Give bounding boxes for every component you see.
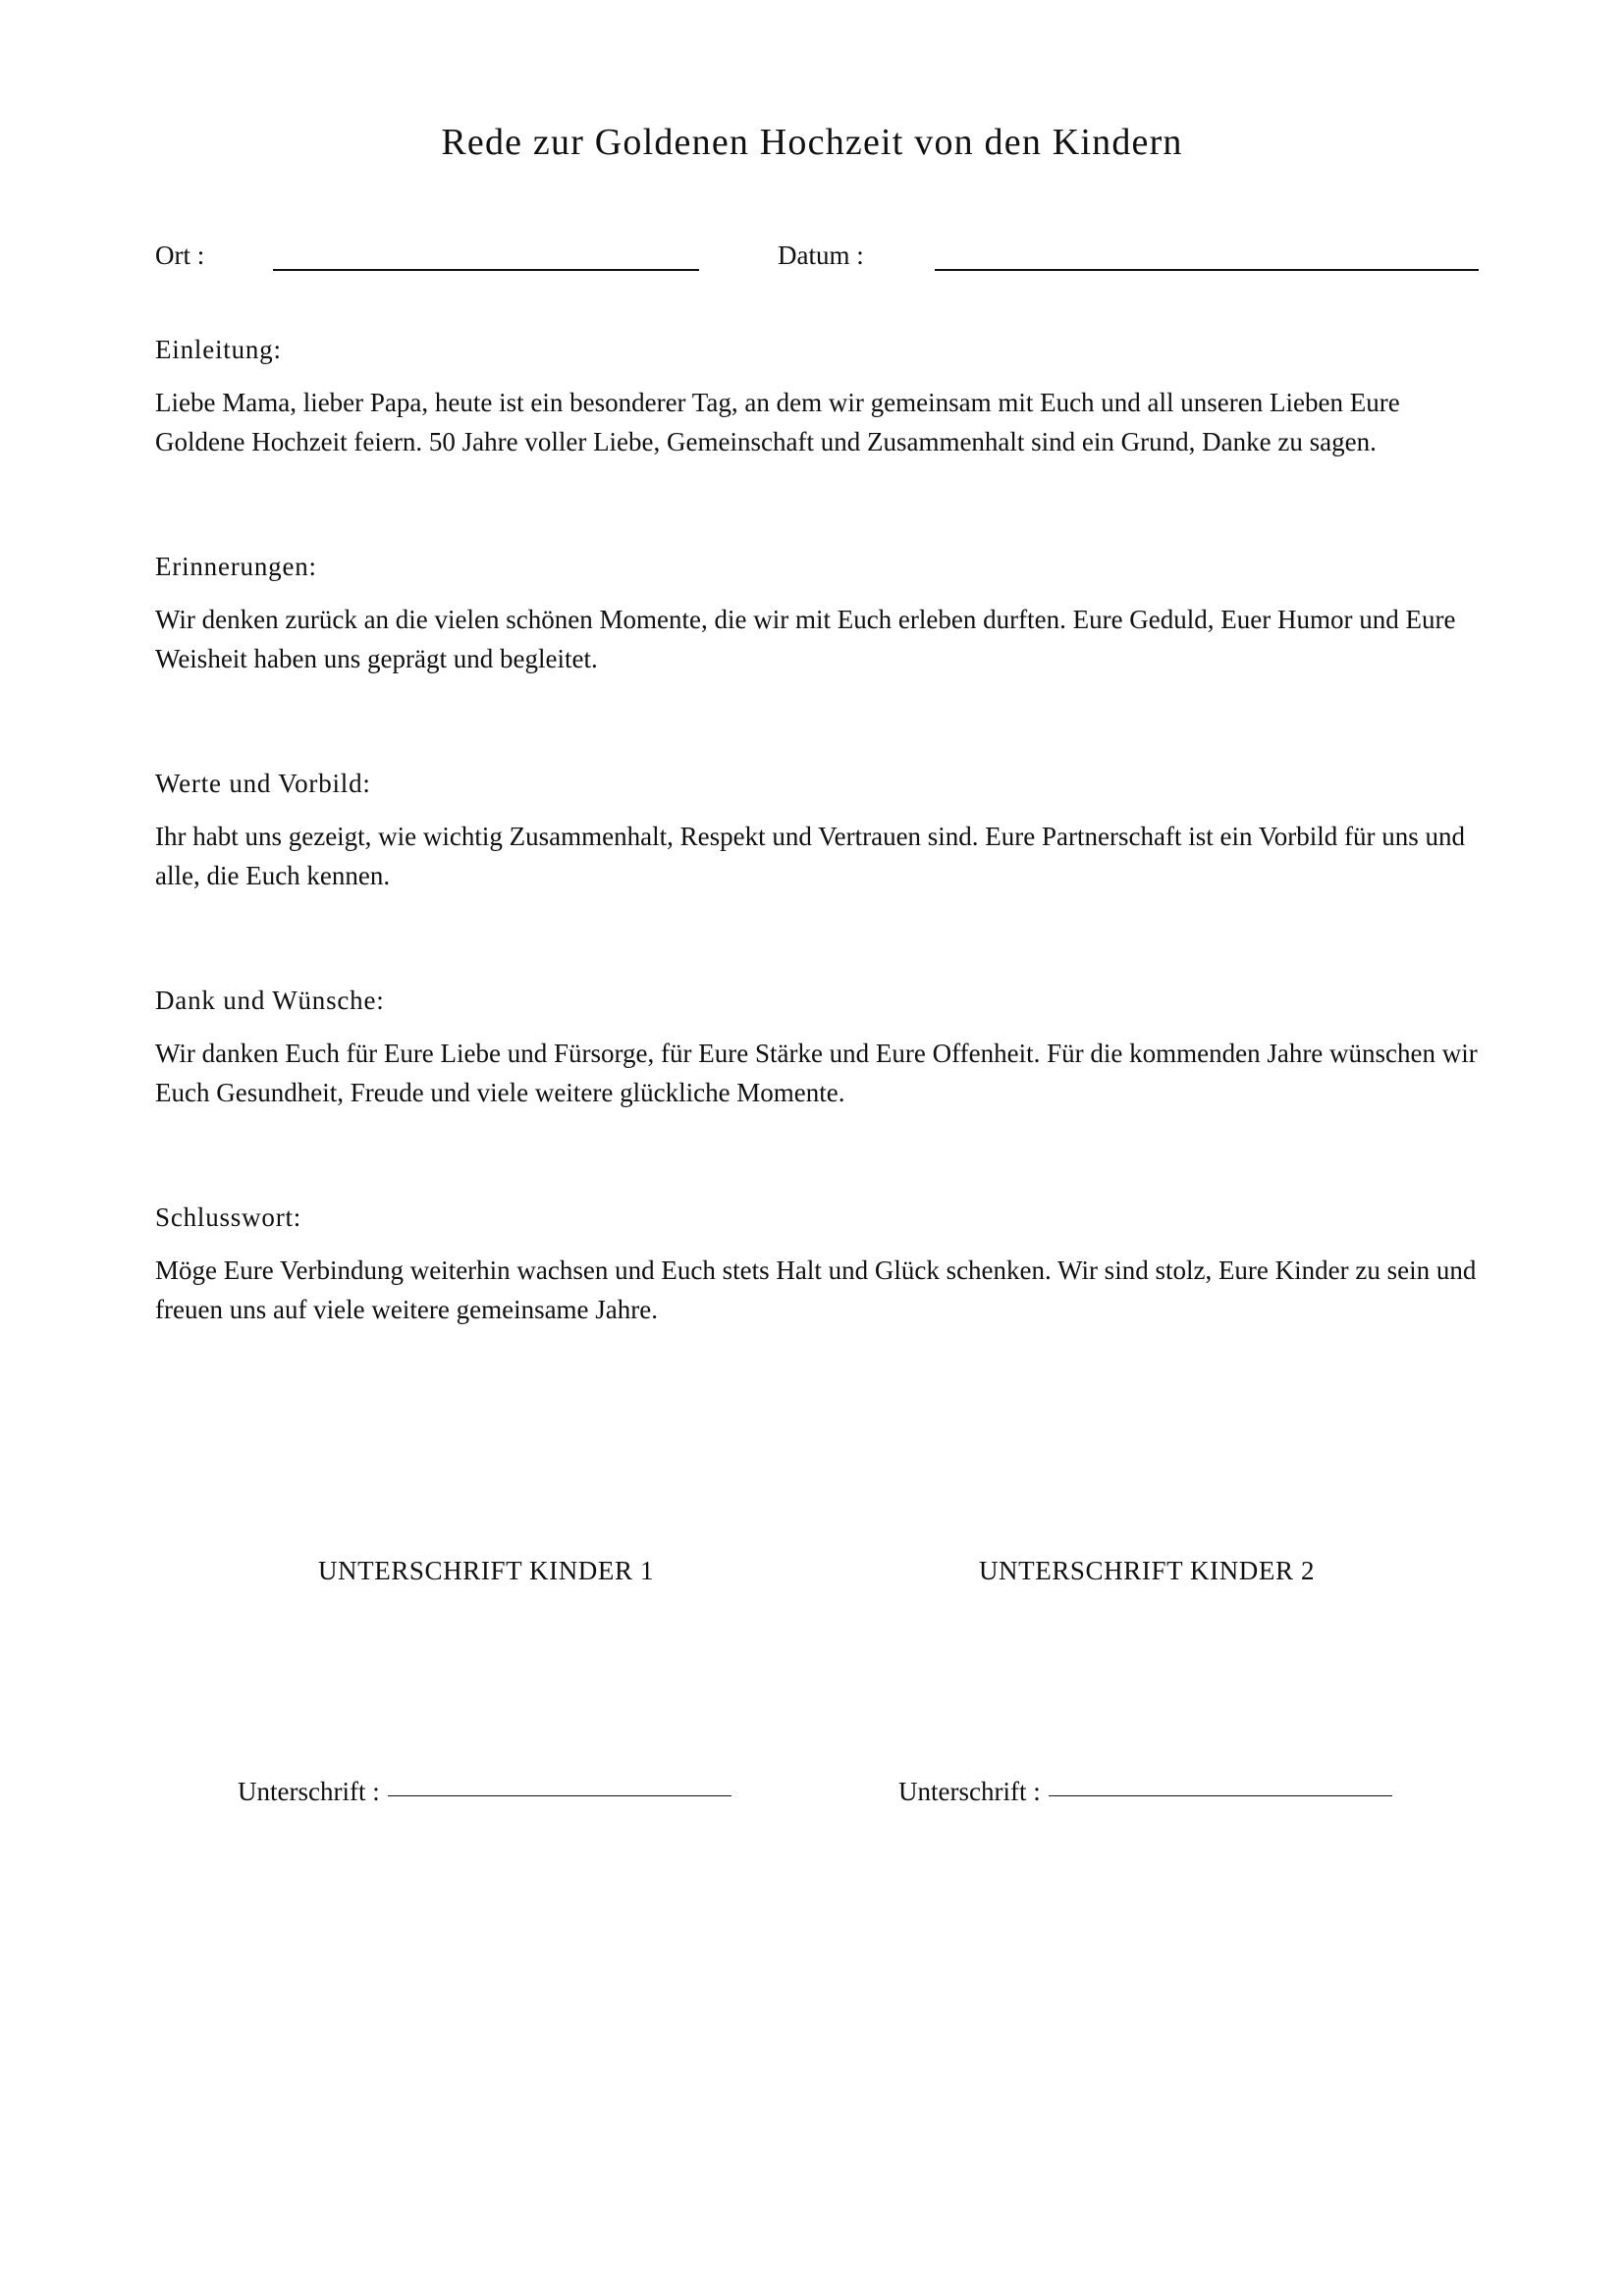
section-text: Wir danken Euch für Eure Liebe und Fürsorge, für Eure Stärke und Eure Offenheit. Für die kommenden Jahre wünschen wir Euch Gesundheit, Freude und viele weitere glückliche Momente. (155, 1039, 1478, 1107)
section-text: Liebe Mama, lieber Papa, heute ist ein besonderer Tag, an dem wir gemeinsam mit Euch und all unseren Lieben Eure Goldene Hochzeit feiern. 50 Jahre voller Liebe, Gemeinschaft und Zusammenhalt sind ein Grund, Danke zu sagen. (155, 388, 1400, 456)
document-title: Rede zur Goldenen Hochzeit von den Kindern (441, 122, 1183, 163)
ort-input-line[interactable] (273, 269, 699, 271)
section-heading: Werte und Vorbild: (155, 769, 371, 798)
datum-input-line[interactable] (935, 269, 1479, 271)
signature-label: Unterschrift : (238, 1777, 380, 1806)
section-heading: Erinnerungen: (155, 552, 317, 581)
section-text: Wir denken zurück an die vielen schönen Momente, die wir mit Euch erleben durften. Eure Geduld, Euer Humor und Eure Weisheit haben uns geprägt und begleitet. (155, 605, 1456, 673)
signature-heading-kinder-2: UNTERSCHRIFT KINDER 2 (978, 1556, 1316, 1585)
section-werte-und-vorbild (155, 764, 1490, 895)
signature-line-1[interactable] (388, 1795, 731, 1796)
section-text: Möge Eure Verbindung weiterhin wachsen und Euch stets Halt und Glück schenken. Wir sind stolz, Eure Kinder zu sein und freuen uns auf viele weitere gemeinsame Jahre. (155, 1255, 1477, 1324)
section-text: Ihr habt uns gezeigt, wie wichtig Zusammenhalt, Respekt und Vertrauen sind. Eure Partnerschaft ist ein Vorbild für uns und alle, die Euch kennen. (155, 822, 1465, 890)
section-schlusswort (155, 1198, 1490, 1329)
signature-row-2 (898, 1772, 1392, 1811)
signature-heading-kinder-1: UNTERSCHRIFT KINDER 1 (317, 1556, 655, 1585)
datum-label: Datum : (778, 240, 864, 270)
section-heading: Einleitung: (155, 335, 282, 364)
signature-label: Unterschrift : (898, 1777, 1041, 1806)
section-heading: Dank und Wünsche: (155, 986, 385, 1015)
section-dank-und-wuensche (155, 981, 1490, 1112)
signature-line-2[interactable] (1049, 1795, 1392, 1796)
signature-row-1 (238, 1772, 731, 1811)
section-einleitung (155, 330, 1490, 461)
section-erinnerungen (155, 547, 1490, 678)
ort-label: Ort : (155, 240, 205, 270)
section-heading: Schlusswort: (155, 1202, 302, 1232)
